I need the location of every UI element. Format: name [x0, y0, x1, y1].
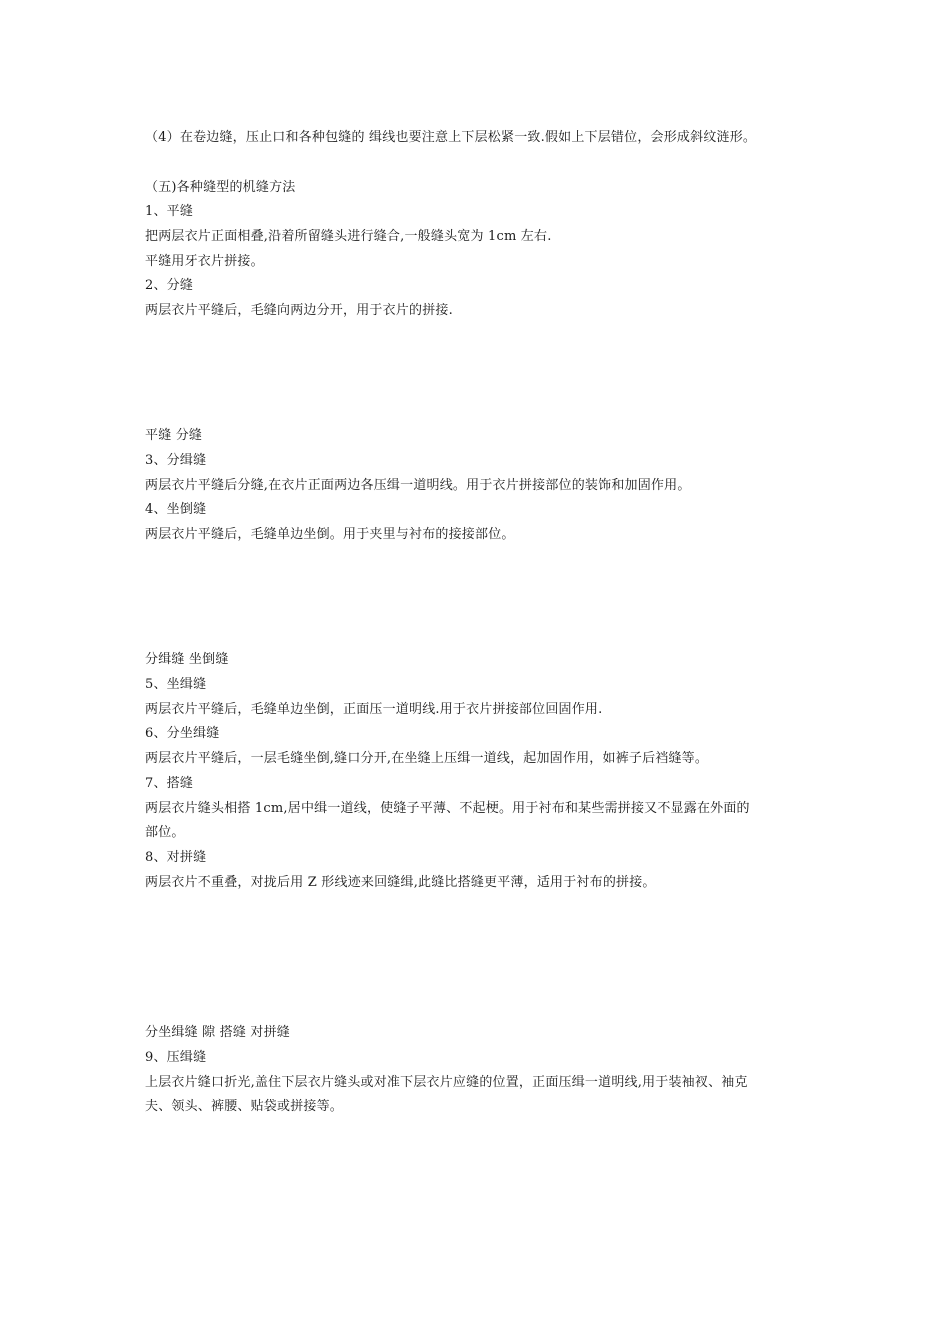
item-heading-welt-seam: 5、坐缉缝	[145, 677, 207, 692]
paragraph-pressed-seam: 两层衣片平缝后，毛缝单边坐倒。用于夹里与衬布的接接部位。	[145, 527, 515, 542]
figure-caption-2: 分缉缝 坐倒缝	[145, 652, 229, 667]
paragraph-plain-seam-use: 平缝用牙衣片拼接。	[145, 254, 264, 269]
paragraph-lapped-seam-cont: 部位。	[145, 825, 185, 840]
item-heading-plain-seam: 1、平缝	[145, 204, 194, 219]
item-heading-butt-seam: 8、对拼缝	[145, 850, 207, 865]
paragraph-crimp-seam-note: （4）在卷边缝，压止口和各种包缝的 缉线也要注意上下层松紧一致.假如上下层错位，会形成斜纹涟形。	[145, 130, 757, 145]
item-heading-open-seam: 2、分缝	[145, 278, 194, 293]
item-heading-lapped-seam: 7、搭缝	[145, 776, 194, 791]
paragraph-split-welt-seam: 两层衣片平缝后，一层毛缝坐倒,缝口分开,在坐缝上压缉一道线，起加固作用，如裤子后裆缝等。	[145, 751, 709, 766]
figure-caption-3: 分坐缉缝 隙 搭缝 对拼缝	[145, 1025, 290, 1040]
paragraph-topstitched-open-seam: 两层衣片平缝后分缝,在衣片正面两边各压缉一道明线。用于衣片拼接部位的装饰和加固作用。	[145, 478, 691, 493]
item-heading-topstitched-open-seam: 3、分缉缝	[145, 453, 207, 468]
item-heading-topstitch-seam: 9、压缉缝	[145, 1050, 207, 1065]
paragraph-plain-seam: 把两层衣片正面相叠,沿着所留缝头进行缝合,一般缝头宽为 1cm 左右.	[145, 229, 552, 244]
paragraph-topstitch-seam: 上层衣片缝口折光,盖住下层衣片缝头或对准下层衣片应缝的位置，正面压缉一道明线,用于装袖衩、袖克	[145, 1075, 748, 1090]
paragraph-butt-seam: 两层衣片不重叠，对拢后用 Z 形线迹来回缝缉,此缝比搭缝更平薄，适用于衬布的拼接。	[145, 875, 656, 890]
item-heading-pressed-seam: 4、坐倒缝	[145, 502, 207, 517]
section-heading-seam-methods: （五)各种缝型的机缝方法	[145, 180, 296, 195]
paragraph-welt-seam: 两层衣片平缝后，毛缝单边坐倒，正面压一道明线.用于衣片拼接部位回固作用.	[145, 702, 603, 717]
figure-caption-1: 平缝 分缝	[145, 428, 203, 443]
paragraph-topstitch-seam-cont: 夫、领头、裤腰、贴袋或拼接等。	[145, 1099, 344, 1114]
paragraph-open-seam: 两层衣片平缝后，毛缝向两边分开，用于衣片的拼接.	[145, 303, 453, 318]
item-heading-split-welt-seam: 6、分坐缉缝	[145, 726, 220, 741]
paragraph-lapped-seam: 两层衣片缝头相搭 1cm,居中缉一道线，使缝子平薄、不起梗。用于衬布和某些需拼接又不显露在外面的	[145, 801, 750, 816]
